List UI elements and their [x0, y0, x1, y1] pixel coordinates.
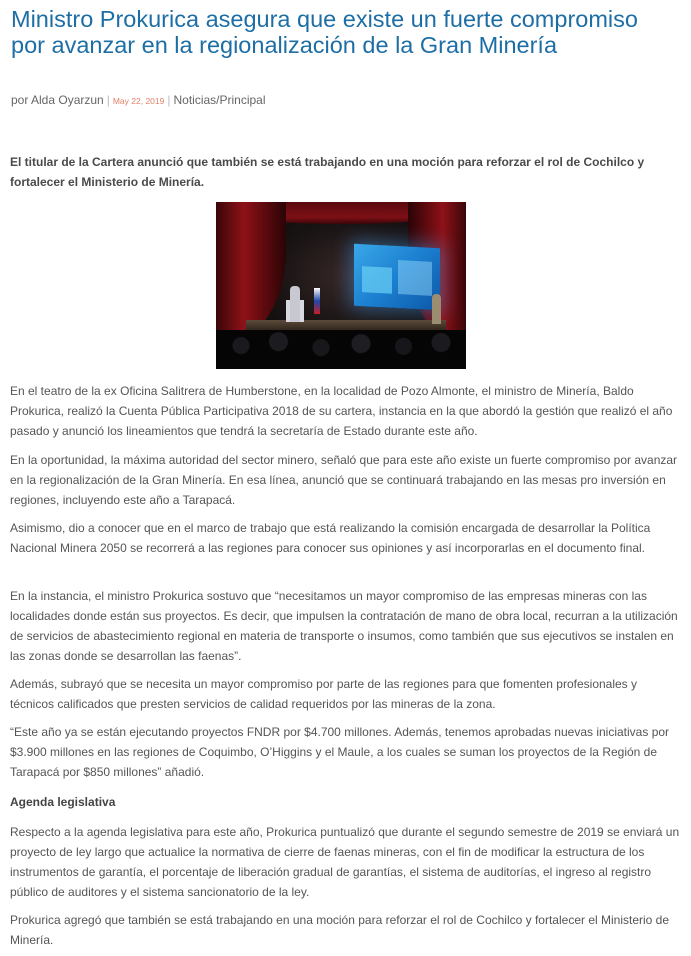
- article-title: Ministro Prokurica asegura que existe un fuerte compromiso por avanzar en la regionalización de la Gran Minería: [11, 6, 638, 58]
- article-paragraph: “Este año ya se están ejecutando proyectos FNDR por $4.700 millones. Además, tenemos aprobadas nuevas iniciativas por $3.900 millones en las regiones de Coquimbo, O’Higgins y el Maule, a los cuales se suman los proyectos de la Región de Tarapacá por $850 millones” añadió.: [10, 725, 670, 779]
- section-heading: Agenda legislativa: [10, 795, 116, 809]
- meta-separator: |: [106, 93, 110, 107]
- stage-photo: [216, 202, 466, 369]
- category-link[interactable]: Noticias/Principal: [173, 93, 266, 107]
- article-paragraph: Asimismo, dio a conocer que en el marco de trabajo que está realizando la comisión encargada de desarrollar la Política Nacional Minera 2050 se recorrerá a las regiones para conocer sus opiniones y así incorporarlas en el documento final.: [10, 521, 651, 555]
- article-paragraph: En la instancia, el ministro Prokurica sostuvo que “necesitamos un mayor compromiso de las empresas mineras con las localidades donde están sus proyectos. Es decir, que impulsen la contratación de mano de obra local, recurran a la utilización de servicios de abastecimiento regional en materia de transporte o insumos, como también que sus ejecutivos se instalen en las zonas donde se desarrollan las faenas”.: [10, 589, 678, 663]
- publish-date: May 22, 2019: [112, 96, 165, 106]
- article-meta: [11, 93, 266, 108]
- meta-separator: |: [167, 93, 171, 107]
- article-paragraph: Respecto a la agenda legislativa para este año, Prokurica puntualizó que durante el segundo semestre de 2019 se enviará un proyecto de ley largo que actualice la normativa de cierre de faenas mineras, con el fin de modificar la estructura de los instrumentos de garantía, el porcentaje de liberación gradual de garantías, el sistema de auditorías, el ingreso al registro público de auditores y el sistema sancionatorio de la ley.: [10, 825, 680, 899]
- article-paragraph: Además, subrayó que se necesita un mayor compromiso por parte de las regiones para que fomenten profesionales y técnicos calificados que presten servicios de calidad requeridos por las mineras de la zona.: [10, 677, 638, 711]
- article-lead: El titular de la Cartera anunció que también se está trabajando en una moción para reforzar el rol de Cochilco y fortalecer el Ministerio de Minería.: [10, 155, 645, 189]
- article-paragraph: En el teatro de la ex Oficina Salitrera de Humberstone, en la localidad de Pozo Almonte, el ministro de Minería, Baldo Prokurica, realizó la Cuenta Pública Participativa 2018 de su cartera, instancia en la que abordó la gestión que realizó el año pasado y anunció los lineamientos que tendrá la secretaría de Estado durante este año.: [10, 384, 673, 438]
- author-link[interactable]: Alda Oyarzun: [31, 93, 104, 107]
- article-paragraph: En la oportunidad, la máxima autoridad del sector minero, señaló que para este año existe un fuerte compromiso por avanzar en la regionalización de la Gran Minería. En esa línea, anunció que se continuará trabajando en las mesas pro inversión en regiones, incluyendo este año a Tarapacá.: [10, 453, 678, 507]
- byline-prefix: por: [11, 93, 29, 107]
- article-paragraph: Prokurica agregó que también se está trabajando en una moción para reforzar el rol de Cochilco y fortalecer el Ministerio de Minería.: [10, 913, 670, 947]
